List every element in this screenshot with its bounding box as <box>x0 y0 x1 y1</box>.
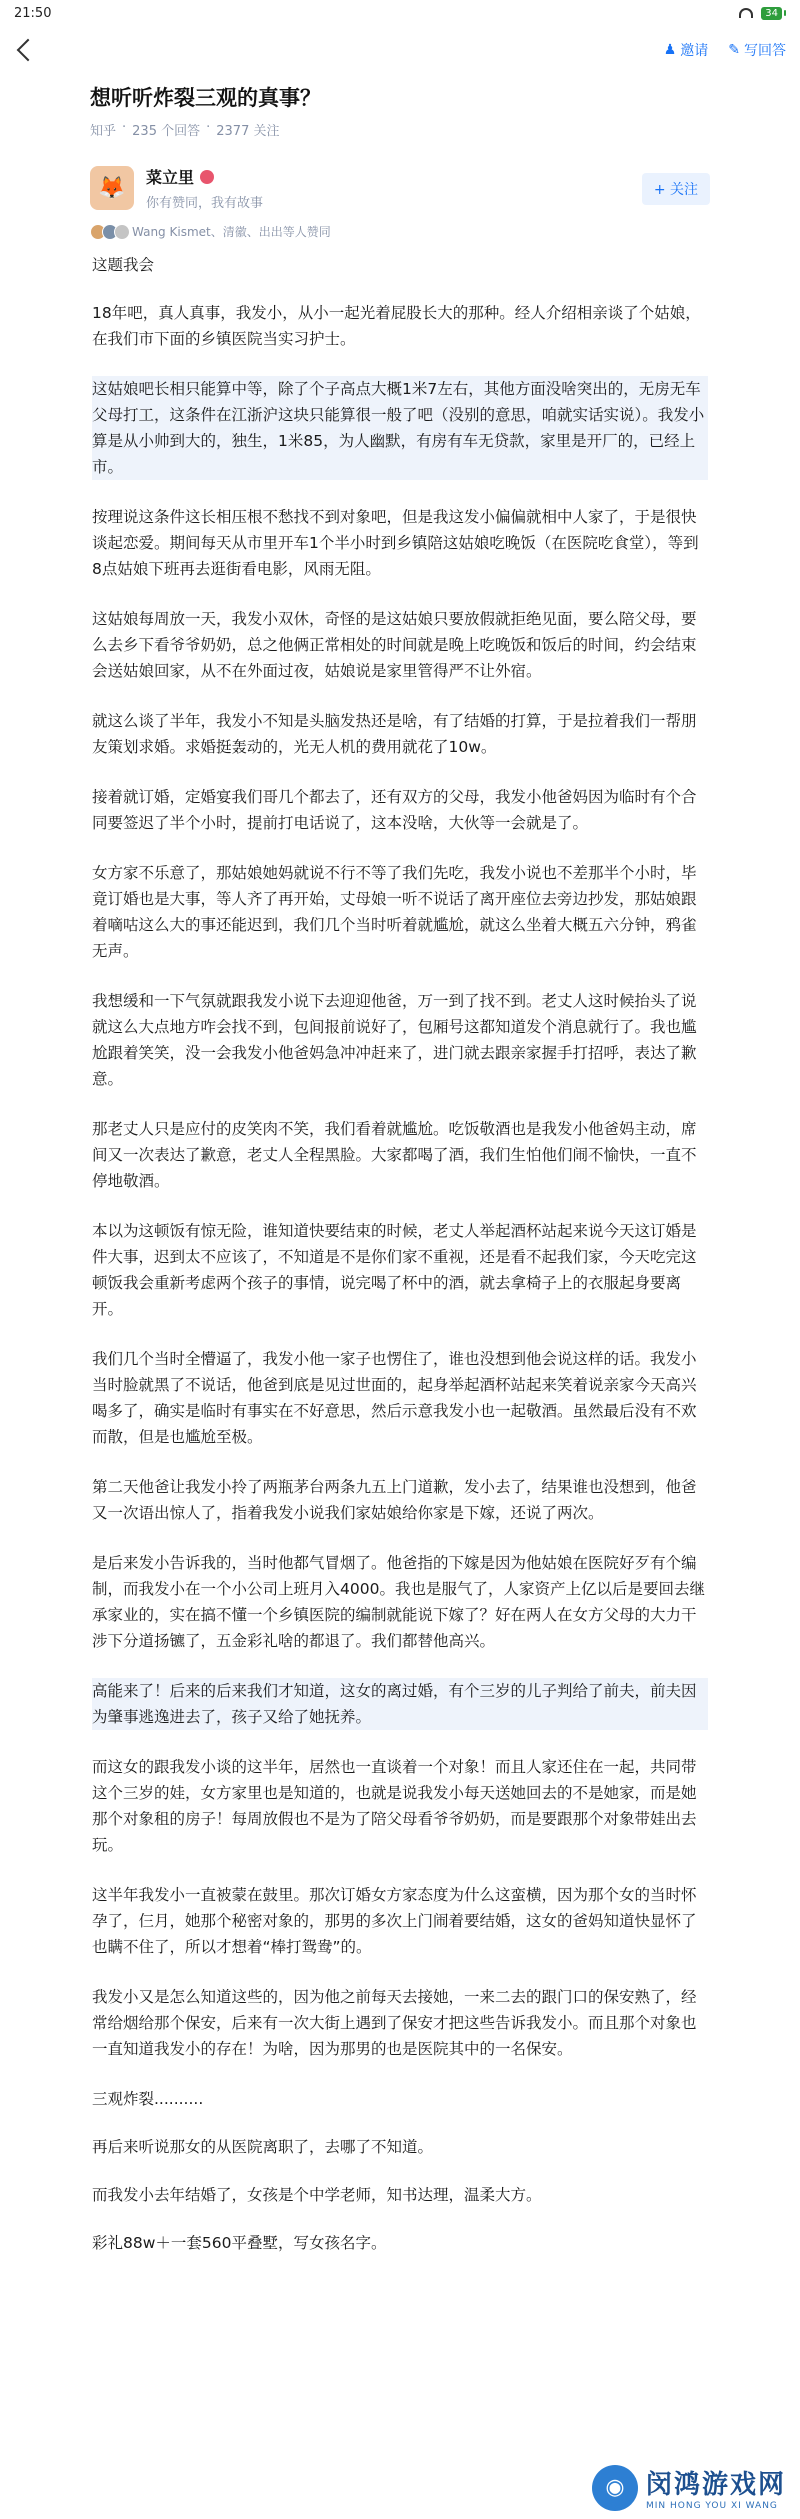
paragraph: 是后来发小告诉我的，当时他都气冒烟了。他爸指的下嫁是因为他姑娘在医院好歹有个编制，而我发小在一个小公司上班月入4000。我也是服气了，人家资产上亿以后是要回去继承家业的，实在搞不懂一个乡镇医院的编制就能说下嫁了？好在两人在女方父母的大力干涉下分道扬镳了，五金彩礼啥的都退了。我们都替他高兴。 <box>92 1554 705 1650</box>
paragraph: 那老丈人只是应付的皮笑肉不笑，我们看着就尴尬。吃饭敬酒也是我发小他爸妈主动，席间又一次表达了歉意，老丈人全程黑脸。大家都喝了酒，我们生怕他们闹不愉快，一直不停地敬酒。 <box>92 1120 697 1190</box>
paragraph: 18年吧，真人真事，我发小，从小一起光着屁股长大的那种。经人介绍相亲谈了个姑娘，在我们市下面的乡镇医院当实习护士。 <box>92 304 701 348</box>
paragraph: 三观炸裂.......... <box>92 2090 204 2108</box>
paragraph: 按理说这条件这长相压根不愁找不到对象吧，但是我这发小偏偏就相中人家了，于是很快谈起恋爱。期间每天从市里开车1个半小时到乡镇陪这姑娘吃晚饭（在医院吃食堂），等到8点姑娘下班再去逛街看电影，风雨无阻。 <box>92 508 699 578</box>
paragraph: 接着就订婚，定婚宴我们哥几个都去了，还有双方的父母，我发小他爸妈因为临时有个合同要签迟了半个小时，提前打电话说了，这本没啥，大伙等一会就是了。 <box>92 788 697 832</box>
site-logo-icon: ◉ <box>592 2465 638 2511</box>
upvoters-text: Wang Kismet、清徽、出出等人赞同 <box>132 225 331 239</box>
paragraph: 而这女的跟我发小谈的这半年，居然也一直谈着一个对象！而且人家还住在一起，共同带这个三岁的娃，女方家里也是知道的，也就是说我发小每天送她回去的不是她家，而是她那个对象租的房子！每周放假也不是为了陪父母看爷爷奶奶，而是要跟那个对象带娃出去玩。 <box>92 1758 697 1854</box>
status-bar <box>0 0 800 26</box>
upvoter-avatars <box>90 224 126 240</box>
answer-content <box>92 252 708 2256</box>
invite-button[interactable]: ♟ 邀请 <box>663 42 709 59</box>
paragraph: 我们几个当时全懵逼了，我发小他一家子也愣住了，谁也没想到他会说这样的话。我发小当时脸就黑了不说话，他爸到底是见过世面的，起身举起酒杯站起来笑着说亲家今天高兴喝多了，确实是临时有事实在不好意思，然后示意我发小也一起敬酒。虽然最后没有不欢而散，但是也尴尬至极。 <box>92 1350 697 1446</box>
paragraph: 第二天他爸让我发小拎了两瓶茅台两条九五上门道歉，发小去了，结果谁也没想到，他爸又一次语出惊人了，指着我发小说我们家姑娘给你家是下嫁，还说了两次。 <box>92 1478 697 1522</box>
battery-icon <box>761 7 786 20</box>
paragraph: 我发小又是怎么知道这些的，因为他之前每天去接她，一来二去的跟门口的保安熟了，经常给烟给那个保安，后来有一次大街上遇到了保安才把这些告诉我发小。而且那个对象也一直知道我发小的存在！为啥，因为那男的也是医院其中的一名保安。 <box>92 1988 697 2058</box>
edit-icon: ✎ <box>728 42 740 58</box>
paragraph: 这姑娘吧长相只能算中等，除了个子高点大概1米7左右，其他方面没啥突出的，无房无车父母打工，这条件在江浙沪这块只能算很一般了吧（没别的意思，咱就实话实说）。我发小算是从小帅到大的，独生，1米85，为人幽默，有房有车无贷款，家里是开厂的，已经上市。 <box>92 376 708 480</box>
question-title[interactable]: 想听听炸裂三观的真事？ <box>90 87 321 110</box>
paragraph: 女方家不乐意了，那姑娘她妈就说不行不等了我们先吃，我发小说也不差那半个小时，毕竟订婚也是大事，等人齐了再开始，丈母娘一听不说话了离开座位去旁边抄发，那姑娘跟着嘀咕这么大的事还能迟到，我们几个当时听着就尴尬，就这么坐着大概五六分钟，鸦雀无声。 <box>92 864 697 960</box>
paragraph: 这半年我发小一直被蒙在鼓里。那次订婚女方家态度为什么这蛮横，因为那个女的当时怀孕了，仨月，她那个秘密对象的，那男的多次上门闹着要结婚，这女的爸妈知道快显怀了也瞒不住了，所以才想着“棒打鸳鸯”的。 <box>92 1886 697 1956</box>
wifi-icon <box>739 8 753 18</box>
paragraph: 这姑娘每周放一天，我发小双休，奇怪的是这姑娘只要放假就拒绝见面，要么陪父母，要么去乡下看爷爷奶奶，总之他俩正常相处的时间就是晚上吃晚饭和饭后的时间，约会结束会送姑娘回家，从不在外面过夜，姑娘说是家里管得严不让外宿。 <box>92 610 697 680</box>
badge-icon <box>200 170 214 184</box>
author-name[interactable]: 菜立里 <box>146 168 195 187</box>
watermark-title: 闵鸿游戏网 <box>645 2470 786 2500</box>
avatar[interactable]: 🦊 <box>90 166 134 210</box>
watermark-subtitle: MIN HONG YOU XI WANG <box>645 2501 778 2511</box>
paragraph: 高能来了！后来的后来我们才知道，这女的离过婚，有个三岁的儿子判给了前夫，前夫因为肇事逃逸进去了，孩子又给了她抚养。 <box>92 1678 708 1730</box>
follow-button[interactable]: + 关注 <box>642 173 710 205</box>
write-answer-button[interactable]: ✎ 写回答 <box>728 42 786 59</box>
upvoters-row <box>90 223 710 240</box>
paragraph: 再后来听说那女的从医院离职了，去哪了不知道。 <box>92 2138 434 2156</box>
paragraph: 就这么谈了半年，我发小不知是头脑发热还是啥，有了结婚的打算，于是拉着我们一帮朋友策划求婚。求婚挺轰动的，光无人机的费用就花了10w。 <box>92 712 697 756</box>
person-icon: ♟ <box>663 42 677 58</box>
battery-level: 34 <box>761 7 782 20</box>
site-watermark <box>592 2464 786 2511</box>
paragraph: 彩礼88w＋一套560平叠墅，写女孩名字。 <box>92 2234 387 2252</box>
question-meta: 知乎 · 235 个回答 · 2377 关注 <box>90 120 280 139</box>
author-bio: 你有赞同，我有故事 <box>146 196 264 211</box>
back-icon[interactable] <box>17 39 40 62</box>
top-nav <box>0 26 800 74</box>
paragraph: 我想缓和一下气氛就跟我发小说下去迎迎他爸，万一到了找不到。老丈人这时候抬头了说就这么大点地方咋会找不到，包间报前说好了，包厢号这都知道发个消息就行了。我也尴尬跟着笑笑，没一会我发小他爸妈急冲冲赶来了，进门就去跟亲家握手打招呼，表达了歉意。 <box>92 992 697 1088</box>
status-time: 21:50 <box>14 5 52 21</box>
author-card <box>90 165 710 211</box>
paragraph: 而我发小去年结婚了，女孩是个中学老师，知书达理，温柔大方。 <box>92 2186 542 2204</box>
paragraph: 这题我会 <box>92 256 155 274</box>
paragraph: 本以为这顿饭有惊无险，谁知道快要结束的时候，老丈人举起酒杯站起来说今天这订婚是件大事，迟到太不应该了，不知道是不是你们家不重视，还是看不起我们家，今天吃完这顿饭我会重新考虑两个孩子的事情，说完喝了杯中的酒，就去拿椅子上的衣服起身要离开。 <box>92 1222 697 1318</box>
